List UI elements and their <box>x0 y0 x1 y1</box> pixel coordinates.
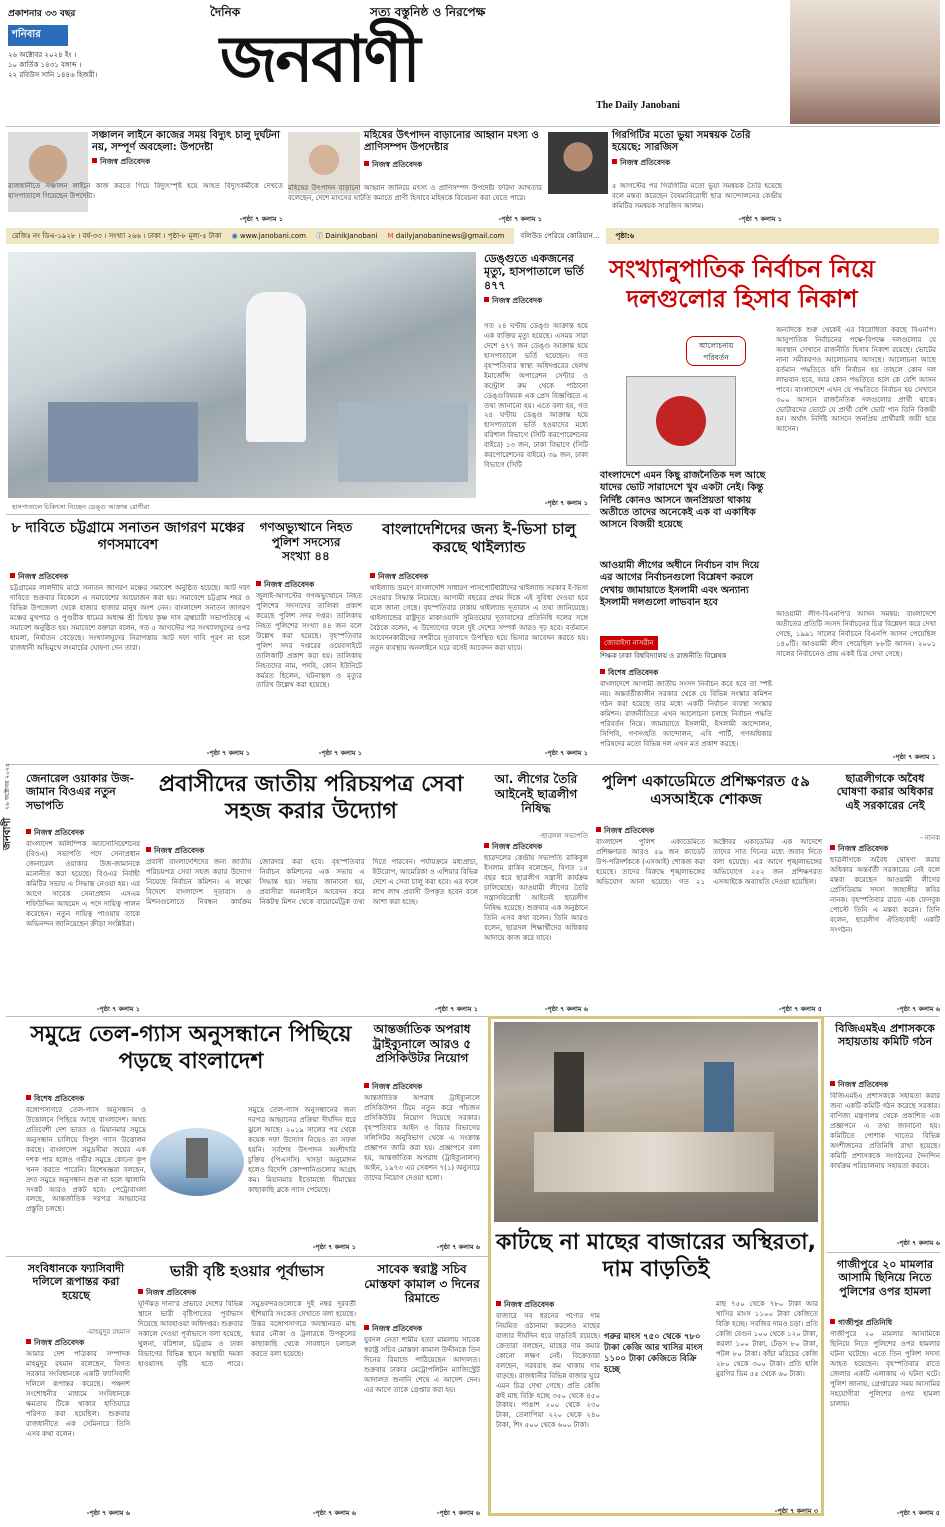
headline[interactable]: পুলিশ একাডেমিতে প্রশিক্ষণরত ৫৯ এসআইকে শোকজ <box>602 772 810 809</box>
headline[interactable]: সাবেক স্বরাষ্ট্র সচিব মোস্তফা কামাল ৩ দিনের রিমান্ডে <box>364 1262 480 1306</box>
email-link[interactable]: M dailyjanobaninews@gmail.com <box>387 228 504 244</box>
headline[interactable]: ৮ দাবিতে চট্টগ্রামে সনাতন জাগরণ মঞ্চের গণসমাবেশ <box>11 520 245 554</box>
web-link[interactable]: ◉ www.janobani.com <box>232 228 306 244</box>
headline[interactable]: আন্তর্জাতিক অপরাধ ট্রাইব্যুনালে আরও ৫ প্রসিকিউটর নিয়োগ <box>372 1022 472 1066</box>
facebook-icon: ⓕ <box>316 232 323 240</box>
headline[interactable]: ছাত্রলীগকে অবৈধ ঘোষণা করার অধিকার এই সরকারের নেই <box>836 772 934 812</box>
weekday-badge: শনিবার <box>8 25 68 46</box>
pull-quote: আওয়ামী লীগের অধীনে নির্বাচন বাদ দিয়ে এর আগের নির্বাচনগুলো বিশ্লেষণ করলে দেখায় জামায়াতে ইসলামী এবং অন্যান্য ইসলামী দলগুলো লাভবান হবে <box>600 560 760 609</box>
story-body: বাংলাদেশ অলিম্পিক অ্যাসোসিয়েশনের (বিওএ) সভাপতি পদে সেনাপ্রধান জেনারেল ওয়াকার উজ-জামানকে মনোনীত করা হয়েছে। বিওএর নির্বাহী কমিটির সভায় এ সিদ্ধান্ত নেওয়া হয়। এর আগে সাবেক সেনাপ্রধান এসএম শফিউদ্দিন আহমেদ এ পদে দায়িত্ব পালন করেছেন। নতুন দায়িত্ব পাওয়ায় তাকে অভিনন্দন জানিয়েছেন ক্রীড়া সংশ্লিষ্টরা। <box>26 840 140 928</box>
continue-ref[interactable]: -পৃষ্ঠা ৭ কলাম ৫ <box>896 1509 940 1517</box>
continue-ref[interactable]: -পৃষ্ঠা ৭ কলাম ১ <box>738 215 782 223</box>
newspaper-logo <box>220 20 690 100</box>
continue-ref[interactable]: -পৃষ্ঠা ৭ কলাম ১ <box>498 215 542 223</box>
vendor-figure <box>704 1062 734 1132</box>
story-body: আন্তর্জাতিক অপরাধ ট্রাইব্যুনালে প্রসিকিউশন টিমে নতুন করে পাঁচজন প্রসিকিউটর নিয়োগ দিয়েছে সরকার। বৃহস্পতিবার আইন ও বিচার বিভাগের সলিসিটর অনুবিভাগ থেকে এ সংক্রান্ত প্রজ্ঞাপন জারি করা হয়। প্রজ্ঞাপনে বলা হয়, আন্তর্জাতিক অপরাধ (ট্রাইব্যুনালস) আইন, ১৯৭৩ এর সেকশন ৭(১) অনুসারে তাদের নিয়োগ দেওয়া হলো। <box>364 1094 480 1182</box>
story-body: ৫ আগস্টের পর গিরগিটির মতো ভুয়া সমন্বয়ক তৈরি হয়েছে বলে মন্তব্য করেছেন বৈষম্যবিরোধী ছাত্র আন্দোলনের কেন্দ্রীয় কমিটির সমন্বয়ক সারজিস আলম। <box>612 182 782 210</box>
story-body: ঘূর্ণিঝড় দানা'র প্রভাবে দেশের বিভিন্ন স্থানে ভারী বৃষ্টিপাতের পূর্বাভাস দিয়েছে আবহাওয়া অধিদপ্তর। শুক্রবার সকালে দেওয়া পূর্বাভাসে বলা হয়েছে, খুলনা, বরিশাল, চট্টগ্রাম ও ঢাকা বিভাগের বিভিন্ন স্থানে অস্থায়ী দমকা হাওয়াসহ বৃষ্টি হতে পারে। সমুদ্রবন্দরগুলোকে দুই নম্বর দূরবর্তী হুঁশিয়ারি সংকেত দেখাতে বলা হয়েছে। উত্তর বঙ্গোপসাগরে অবস্থানরত মাছ ধরার নৌকা ও ট্রলারকে উপকূলের কাছাকাছি থেকে সাবধানে চলাচল করতে বলা হয়েছে। <box>138 1300 356 1368</box>
headline-attribution: - নানক <box>919 834 940 842</box>
continue-ref[interactable]: -পৃষ্ঠা ৭ কলাম ১ <box>544 499 588 507</box>
headline[interactable]: সংবিধানকে ফ্যাসিবাদী দলিলে রূপান্তর করা হয়েছে <box>27 1262 125 1302</box>
continue-ref[interactable]: -পৃষ্ঠা ৭ কলাম ৫ <box>778 1005 822 1013</box>
headline[interactable]: বিজিএমইএ প্রশাসককে সহায়তায় কমিটি গঠন <box>835 1022 935 1049</box>
ad-model-photo <box>790 0 940 124</box>
doctor-figure <box>246 292 306 442</box>
story-body: বঙ্গোপসাগরে তেল-গ্যাস অনুসন্ধান ও উত্তোলনে পিছিয়ে আছে বাংলাদেশ। অথচ প্রতিবেশী দেশ ভারত ও মিয়ানমার সমুদ্রে অনুসন্ধান চালিয়ে বিপুল গ্যাস উত্তোলন করছে। বাংলাদেশ সমুদ্রসীমা জয়ের এক দশক পার হলেও গভীর সমুদ্রে কোনো কূপ খনন করতে পারেনি। বিশেষজ্ঞরা বলছেন, দ্রুত সমুদ্রে অনুসন্ধান শুরু না হলে জ্বালানি সংকট আরও প্রকট হবে। পেট্রোবাংলা বলছে, আন্তর্জাতিক দরপত্র আহ্বানের প্রস্তুতি চলছে। <box>26 1106 146 1214</box>
top-story-1 <box>92 130 282 169</box>
story-body: রাজধানীতে সঞ্চালন লাইনে কাজ করতে গিয়ে বিদ্যুৎস্পৃষ্ট হয়ে আহত বিদ্যুৎকর্মীকে দেখতে হাসপাতালে গিয়েছেন উপদেষ্টা। <box>8 182 283 200</box>
continue-ref[interactable]: -পৃষ্ঠা ৭ কলাম ৬ <box>312 1509 356 1517</box>
story-body: ছাত্রদলের কেন্দ্রীয় সভাপতি রাকিবুল ইসলাম রাকিব বলেছেন, বিগত ১৫ বছর ধরে ছাত্রলীগ সন্ত্রাসী কার্যক্রম চালিয়েছে। আওয়ামী লীগের তৈরি সন্ত্রাসবিরোধী আইনেই ছাত্রলীগ নিষিদ্ধ হয়েছে। শুক্রবার এক অনুষ্ঠানে তিনি এসব কথা বলেন। তিনি আরও বলেন, ছাত্রদল শিক্ষার্থীদের অধিকার আদায়ে কাজ করে যাবে। <box>484 854 588 942</box>
story-body: গত ২৪ ঘণ্টায় ডেঙ্গু আক্রান্ত হয়ে এক ব্যক্তির মৃত্যু হয়েছে। এসময় সারা দেশে ৪৭৭ জন ডেঙ্গু আক্রান্ত হয়ে হাসপাতালে ভর্তি হয়েছেন। গত বৃহস্পতিবার স্বাস্থ্য অধিদপ্তরের হেলথ ইমার্জেন্সি অপারেশন সেন্টার ও কন্ট্রোল রুম থেকে পাঠানো ডেঙ্গুবিষয়ক এক প্রেস বিজ্ঞপ্তিতে এ তথ্য জানানো হয়। এতে বলা হয়, গত ২৪ ঘণ্টায় ডেঙ্গু আক্রান্ত হয়ে হাসপাতালে ভর্তি হওয়াদের মধ্যে বরিশাল বিভাগে (সিটি করপোরেশনের বাইরে) ১৩ জন, ঢাকা বিভাগে (সিটি করপোরেশনের বাইরে) ৩৯ জন, ঢাকা বিভাগে (সিটি <box>484 322 588 470</box>
logo-english: The Daily Janobani <box>596 100 680 111</box>
story-body: আওয়ামী লীগ-বিএনপি'র আসন সমন্বয়: বাংলাদেশে অতীতের প্রতিটি সংসদ নির্বাচনের চিত্র বিশ্লেষণ করে দেখা গেছে, ১৯৯১ সালের নির্বাচনে বিএনপি আসন পেয়েছিল ১৪০টি। আওয়ামী লীগ পেয়েছিল ৮৮টি আসন। ২০০১ সালের নির্বাচনেও প্রায় একই চিত্র দেখা গেছে। <box>776 610 936 658</box>
continue-ref[interactable]: -পৃষ্ঠা ৭ কলাম ৩ <box>774 1507 818 1515</box>
story-body: যুবদল নেতা শামীম হত্যা মামলায় সাবেক স্বরাষ্ট্র সচিব মোস্তফা কামাল উদ্দীনকে তিন দিনের রিমান্ডে পাঠিয়েছেন আদালত। শুক্রবার ঢাকার মেট্রোপলিটন ম্যাজিস্ট্রেট আদালত শুনানি শেষে এ আদেশ দেন। এর আগে তাকে গ্রেপ্তার করা হয়। <box>364 1336 480 1394</box>
headline-attribution: -মাহমুদুর রহমান <box>86 1328 130 1336</box>
story-body: মাছ ৭৫০ থেকে ৭৮০ টাকা আর খাসির মাংস ১১০০ টাকা কেজিতে বিক্রি হচ্ছে। সবজির দামও চড়া। প্রতি কেজি বেগুন ১০০ থেকে ১২০ টাকা, করলা ১০০ টাকা, ঢেঁড়স ৮০ টাকা, পটল ৮০ টাকা। কাঁচা মরিচের কেজি ২৮০ থেকে ৩০০ টাকা। প্রতি হালি মুরগির ডিম ৫৫ থেকে ৬০ টাকা। <box>716 1300 818 1378</box>
pull-quote: বাংলাদেশে এমন কিছু রাজনৈতিক দল আছে যাদের ভোট সারাদেশে খুব একটা নেই। কিন্তু নির্দিষ্ট কোনও আসনে জনপ্রিয়তা থাকায় অতীতে তাদের অনেকেই এক বা একাধিক আসনে বিজয়ী হয়েছে <box>600 470 766 531</box>
headline[interactable]: জেনারেল ওয়াকার উজ-জামান বিওএর নতুন সভাপতি <box>26 772 135 812</box>
story-body: আমার দেশ পত্রিকার সম্পাদক মাহমুদুর রহমান বলেছেন, বিগত সরকার সংবিধানকে একটি ফ্যাসিবাদী দলিলে রূপান্তর করেছে। পঞ্চদশ সংশোধনীর মাধ্যমে সংবিধানকে ক্ষমতায় টিকে থাকার হাতিয়ারে পরিণত করা হয়েছিল। শুক্রবার রাজধানীতে এক সেমিনারে তিনি এসব কথা বলেন। <box>26 1350 130 1438</box>
hospital-photo <box>8 252 476 498</box>
continue-ref[interactable]: -পৃষ্ঠা ৭ কলাম ১ <box>206 749 250 757</box>
story-body: গাজীপুরে ২০ মামলার আসামিকে ছিনিয়ে নিতে পুলিশের ওপর হামলার ঘটনা ঘটেছে। এতে তিন পুলিশ সদস্য আহত হয়েছেন। বৃহস্পতিবার রাতে জেলার একটি এলাকায় এ ঘটনা ঘটে। পুলিশ জানায়, গ্রেপ্তারের সময় আসামির সহযোগীরা পুলিশের ওপর হামলা চালায়। <box>830 1330 940 1408</box>
headline[interactable]: গণঅভ্যুত্থানে নিহত পুলিশ সদস্যের সংখ্যা ৪৪ <box>259 520 353 564</box>
continue-ref[interactable]: -পৃষ্ঠা ৭ কলাম ১ <box>312 1243 356 1251</box>
facebook-link[interactable]: ⓕ DainikJanobani <box>316 228 377 244</box>
globe-icon: ◉ <box>231 232 238 240</box>
story-body: মহিষের উৎপাদন বাড়ানো আহ্বান জানিয়ে মৎস্য ও প্রাণিসম্পদ উপদেষ্টা ফরিদা আখতার বলেছেন, দেশে মাংসের ঘাটতি কমাতে প্রাণী হিসাবে মহিষকে বিবেচনা করা যেতে পারে। <box>288 184 542 202</box>
headline-attribution: -ছাত্রদল সভাপতি <box>539 832 588 840</box>
continue-ref[interactable]: -পৃষ্ঠা ৭ কলাম ৬ <box>896 1005 940 1013</box>
headline[interactable]: গাজীপুরে ২০ মামলার আসামি ছিনিয়ে নিতে পুলিশের ওপর হামলা <box>836 1258 934 1298</box>
page-number: পৃষ্ঠা:৬ <box>615 232 635 240</box>
masthead-left <box>8 6 158 80</box>
headline[interactable]: মহিষের উৎপাদন বাড়ানোর আহ্বান মৎস্য ও প্রাণিসম্পদ উপদেষ্টার <box>364 130 539 154</box>
dengue-story: ডেঙ্গুতে একজনের মৃত্যু, হাসপাতালে ভর্তি ৪৭৭ নিজস্ব প্রতিবেদক <box>484 252 588 308</box>
pull-quote: গরুর মাংস ৭৫০ থেকে ৭৮০ টাকা কেজি আর খাসির মাংস ১১০০ টাকা কেজিতে বিক্রি হচ্ছে <box>604 1332 703 1376</box>
mail-icon: M <box>387 232 394 240</box>
date-hijri: ২২ রবিউস সানি ১৪৪৬ হিজরী। <box>8 71 98 80</box>
headline[interactable]: প্রবাসীদের জাতীয় পরিচয়পত্র সেবা সহজ করার উদ্যোগ <box>158 772 464 824</box>
continue-ref[interactable]: -পৃষ্ঠা ৭ কলাম ১ <box>892 753 936 761</box>
dainik-label: দৈনিক <box>210 5 241 19</box>
continue-ref[interactable]: -পৃষ্ঠা ৭ কলাম ৬ <box>86 1509 130 1517</box>
continue-ref[interactable]: -পৃষ্ঠা ৭ কলাম ৬ <box>436 1243 480 1251</box>
top-story-2 <box>364 130 544 172</box>
rig-figure <box>186 1138 208 1178</box>
continue-ref[interactable]: -পৃষ্ঠা ৭ কলাম ১ <box>96 1005 140 1013</box>
logo-text: জনবাণী <box>220 23 419 97</box>
story-body: চট্টগ্রামের লালদীঘি মাঠে সনাতন জাগরণ মঞ্চের সমাবেশ অনুষ্ঠিত হয়েছে। আট দফা দাবিতে শুক্রবার বিকেলে এ সমাবেশের আয়োজন করা হয়। সমাবেশে চট্টগ্রাম শহর ও বিভিন্ন উপজেলা থেকে হাজার হাজার মানুষ অংশ নেন। বাংলাদেশ সনাতন জাগরণ মঞ্চের মুখপাত্র ও পুণ্ডরীক ধামের অধ্যক্ষ শ্রী চিন্ময় কৃষ্ণ দাস ব্রহ্মচারী সভাপতিত্বে এ সমাবেশ অনুষ্ঠিত হয়। সমাবেশে বক্তারা বলেন, গত ৫ আগস্টের পর সংখ্যালঘুদের ওপর হামলা, নির্যাতন বেড়েছে। সংখ্যালঘুদের নিরাপত্তায় আট দফা দাবি পূরণ না হলে রাজধানী অভিমুখে লংমার্চের ঘোষণা দেন তারা। <box>10 584 250 652</box>
bed-figure <box>48 402 198 482</box>
story-body: বিজিএমইএ প্রশাসককে সহায়তা করার জন্য একটি কমিটি গঠন করেছে সরকার। বাণিজ্য মন্ত্রণালয় থেকে প্রকাশিত এক প্রজ্ঞাপনে এ তথ্য জানানো হয়। কমিটিতে পোশাক খাতের বিভিন্ন অংশীজনের প্রতিনিধি রাখা হয়েছে। কমিটি প্রশাসককে সংগঠনের দৈনন্দিন কার্যক্রম পরিচালনায় সহায়তা করবে। <box>830 1092 940 1170</box>
ec-seal-icon <box>656 396 706 446</box>
story-body: প্রবাসী বাংলাদেশিদের জন্য জাতীয় পরিচয়পত্র সেবা সহজ করার উদ্যোগ নিয়েছে নির্বাচন কমিশন। এ লক্ষ্যে বিদেশে বাংলাদেশ দূতাবাস ও মিশনগুলোতে নিবন্ধন কার্যক্রম জোরদার করা হবে। বৃহস্পতিবার নির্বাচন কমিশনের এক সভায় এ সিদ্ধান্ত হয়। সভায় জানানো হয়, প্রবাসীরা অনলাইনে আবেদন করে নিকটস্থ মিশন থেকে বায়োমেট্রিক তথ্য দিতে পারবেন। পর্যায়ক্রমে মধ্যপ্রাচ্য, ইউরোপ, আমেরিকা ও এশিয়ার বিভিন্ন দেশে এ সেবা চালু করা হবে। এর ফলে লাখ লাখ প্রবাসী উপকৃত হবেন বলে আশা করা হচ্ছে। <box>146 858 478 906</box>
quote-source <box>600 636 772 662</box>
tagline: সত্য বস্তুনিষ্ঠ ও নিরপেক্ষ <box>370 5 486 19</box>
quote-name: জোবাইদা নাসরীন <box>600 636 658 650</box>
date-block <box>8 50 158 80</box>
sarjis-photo <box>548 132 608 194</box>
continue-ref[interactable]: -পৃষ্ঠা ৭ কলাম ১ <box>318 749 362 757</box>
section-tag: আলোচনায় পরিবর্তন <box>686 336 746 366</box>
anniversary-label: প্রকাশনার ৩৩ বছর <box>8 9 76 19</box>
fish-display <box>534 1132 774 1192</box>
headline[interactable]: গিরগিটির মতো ভুয়া সমন্বয়ক তৈরি হয়েছে: সারজিস <box>612 130 751 154</box>
headline[interactable]: কাটছে না মাছের বাজারের অস্থিরতা, দাম বাড়তিই <box>496 1230 816 1282</box>
side-logo <box>0 790 14 850</box>
fish-market-photo <box>494 1022 818 1222</box>
info-bar <box>6 228 939 244</box>
story-body: বাজারে সব ধরনের পণ্যের দাম নিয়মিত ওঠানামা করলেও মাছের বাজার দীর্ঘদিন ধরে বাড়তিই রয়েছে। ক্রেতারা বলছেন, মাছের দাম কমার কোনো লক্ষণ নেই। বিক্রেতারা বলছেন, সরবরাহ কম থাকায় দাম বাড়ছে। রাজধানীর বিভিন্ন বাজার ঘুরে এমন চিত্র দেখা গেছে। প্রতি কেজি রুই মাছ বিক্রি হচ্ছে ৩৫০ থেকে ৪৫০ টাকায়। পাঙাশ ২০০ থেকে ২৩০ টাকা, তেলাপিয়া ২২০ থেকে ২৪০ টাকা, শিং ৫০০ থেকে ৬০০ টাকা। <box>496 1312 600 1430</box>
continue-ref[interactable]: -পৃষ্ঠা ৭ কলাম ১ <box>544 749 588 757</box>
headline[interactable]: বাংলাদেশিদের জন্য ই-ভিসা চালু করছে থাইল্যান্ড <box>382 520 576 557</box>
story-body: থাইল্যান্ড ভ্রমণে বাংলাদেশি সাধারণ পাসপোর্টধারীদের থাইল্যান্ড সরকার ই-ভিসা দেওয়ার সিদ্ধান্ত নিয়েছে। আগামী বছরের প্রথম দিকে এই সুবিধা দেওয়া হবে বলে জানা গেছে। বৃহস্পতিবার ঢাকায় থাইল্যান্ড দূতাবাস এ তথ্য জানিয়েছে। থাইল্যান্ডের রাষ্ট্রদূত মাকাওয়াদি সুমিতমোর দূতাবাসের প্রতিনিধি দলের সঙ্গে বৈঠকে বলেন, এ উদ্যোগের ফলে দুই দেশের সম্পর্ক আরও দৃঢ় হবে। বর্তমানে আবেদনকারীদের সশরীরে দূতাবাসে উপস্থিত হয়ে ভিসার আবেদন করতে হয়। নতুন ব্যবস্থায় অনলাইনে ঘরে বসেই আবেদন করা যাবে। <box>370 584 588 652</box>
headline[interactable]: সমুদ্রে তেল-গ্যাস অনুসন্ধানে পিছিয়ে পড়ছে বাংলাদেশ <box>30 1022 352 1074</box>
story-body: বাংলাদেশ পুলিশ একাডেমিতে প্রশিক্ষণরত আরও ৫৯ জন ক্যাডেট উপ-পরিদর্শককে (এসআই) শোকজ করা হয়েছে। তাদের বিরুদ্ধে শৃঙ্খলাভঙ্গের অভিযোগ আনা হয়েছে। গত ২১ অক্টোবর একাডেমির এক আদেশে তাদের সাত দিনের মধ্যে জবাব দিতে বলা হয়েছে। এর আগে শৃঙ্খলাভঙ্গের অভিযোগে ২৫২ জন প্রশিক্ষণরত এসআইকে অব্যাহতি দেওয়া হয়েছিল। <box>596 838 822 886</box>
continue-ref[interactable]: -পৃষ্ঠা ৭ কলাম ১ <box>434 1005 478 1013</box>
ballot-box-graphic <box>596 336 768 476</box>
continue-ref[interactable]: -পৃষ্ঠা ৭ কলাম ১ <box>239 215 283 223</box>
bed-figure <box>338 402 468 482</box>
continue-ref[interactable]: -পৃষ্ঠা ৭ কলাম ৬ <box>896 1239 940 1247</box>
continue-ref[interactable]: -পৃষ্ঠা ৭ কলাম ৬ <box>544 1005 588 1013</box>
ticker[interactable]: বলিউড পেরিয়ে কোরিয়ান... <box>514 228 605 244</box>
headline[interactable]: সংখ্যানুপাতিক নির্বাচন নিয়ে দলগুলোর হিসাব নিকাশ <box>609 255 875 313</box>
side-logo-text: জনবাণী <box>2 817 13 850</box>
headline[interactable]: আ. লীগের তৈরি আইনেই ছাত্রলীগ নিষিদ্ধ <box>494 772 578 816</box>
byline: নিজস্ব প্রতিবেদক <box>620 158 671 168</box>
registration-info: রেজিঃ নং ডিএ-১৯২৮ । বর্ষ-৩৩ । সংখ্যা ২৬৬ । ঢাকা । পৃষ্ঠা-৮ মূল্য-৫ টাকা <box>12 232 222 240</box>
headline[interactable]: ভারী বৃষ্টি হওয়ার পূর্বাভাস <box>169 1262 325 1280</box>
story-body: সমুদ্রে তেল-গ্যাস অনুসন্ধানের জন্য দরপত্র আহ্বানের প্রক্রিয়া দীর্ঘদিন ধরে ঝুলে আছে। ২০১৯ সালের পর থেকে কয়েক দফা উদ্যোগ নিয়েও তা সফল হয়নি। সর্বশেষ উৎপাদন অংশীদারি চুক্তির (পিএসসি) খসড়া অনুমোদন হলেও বিদেশি কোম্পানিগুলোর আগ্রহ কম। মিয়ানমার ইতোমধ্যে সীমান্তের কাছাকাছি ব্লকে গ্যাস পেয়েছে। <box>248 1106 356 1194</box>
byline: নিজস্ব প্রতিবেদক <box>100 157 151 167</box>
byline: নিজস্ব প্রতিবেদক <box>372 160 423 170</box>
story-body: জুলাই-আগস্টের গণঅভ্যুত্থানে নিহত পুলিশের সদস্যদের তালিকা প্রকাশ করেছে পুলিশ সদর দপ্তর। তালিকায় নিহত পুলিশের সংখ্যা ৪৪ জন বলে উল্লেখ করা হয়েছে। বৃহস্পতিবার পুলিশ সদর দপ্তরের ওয়েবসাইটে তালিকাটি প্রকাশ করা হয়। তালিকায় নিহতদের নাম, পদবি, কোন ইউনিটে কর্মরত ছিলেন, ঘটনাস্থল ও মৃত্যুর তারিখ উল্লেখ করা হয়েছে। <box>256 592 362 690</box>
headline[interactable]: ডেঙ্গুতে একজনের মৃত্যু, হাসপাতালে ভর্তি ৪৭৭ <box>484 252 584 292</box>
story-body: বাংলাদেশে আগামী জাতীয় সংসদ নির্বাচন কবে হবে তা স্পষ্ট নয়। অন্তর্বর্তীকালীন সরকার থেকে যে বিভিন্ন সংস্কার কমিশন গঠন করা হয়েছে তার মধ্যে একটি নির্বাচন ব্যবস্থা সংস্কার কমিশন। রাজনীতিতে এখন আলোচনা চলছে নির্বাচন পদ্ধতি পরিবর্তন নিয়ে। জামায়াতে ইসলামী, ইসলামী আন্দোলন, সিপিবি, গণসংহতি আন্দোলন, এবি পার্টি, গণঅধিকার পরিষদের মতো বিভিন্ন দল এখন মত প্রকাশ করছে। <box>600 680 772 748</box>
headline[interactable]: সঞ্চালন লাইনে কাজের সময় বিদ্যুৎ চালু দুর্ঘটনা নয়, সম্পূর্ণ অবহেলা: উপদেষ্টা <box>92 130 280 154</box>
vendor-figure <box>554 1052 584 1132</box>
top-story-3 <box>612 130 782 170</box>
oil-rig-photo <box>150 1128 244 1196</box>
story-body: ছাত্রলীগকে অবৈধ ঘোষণা করার অধিকার অন্তর্বর্তী সরকারের নেই বলে মন্তব্য করেছেন আওয়ামী লীগের প্রেসিডিয়াম সদস্য জাহাঙ্গীর কবির নানক। বৃহস্পতিবার রাতে এক ফেসবুক পোস্টে তিনি এ মন্তব্য করেন। তিনি বলেন, ছাত্রলীগ ঐতিহ্যবাহী একটি সংগঠন। <box>830 856 940 934</box>
date-bangla: ১০ কার্তিক ১৪৩১ বঙ্গাব্দ । <box>8 61 82 70</box>
quote-role: শিক্ষক ঢাকা বিশ্ববিদ্যালয় ও রাজনীতি বিশ্লেষক <box>600 652 727 660</box>
continue-ref[interactable]: -পৃষ্ঠা ৭ কলাম ৬ <box>436 1509 480 1517</box>
side-date: ২৬ অক্টোবর ২০২৪ <box>4 763 11 810</box>
story-body: অন্যদিকে শুরু থেকেই এর বিরোধিতা করছে বিএনপি। আনুপাতিক নির্বাচনের পক্ষে-বিপক্ষে দলগুলোর যে অবস্থান সেখানে রাজনীতি হিসাব নিকাশ রয়েছে। ভোটের নানা সমীকরণও আলোচনায় আসছে। আলোচনা আছে বর্তমান পদ্ধতিতে যদি নির্বাচন হয় তাহলে কোন দল লাভবান হবে, আর কোন পদ্ধতিতে হলে কে বেশি আসন পাবে। বাংলাদেশে এখন যে পদ্ধতিতে নির্বাচন হয় সেখানে ৩০০ আসনে রাজনৈতিক দলগুলোর প্রার্থী থাকে। ভোটারদের ভোটে যে প্রার্থী বেশি ভোট পান তিনি বিজয়ী হন। অর্থাৎ নির্দিষ্ট আসনে জনপ্রিয় প্রার্থীরাই জয়ী হয়ে আসেন। <box>776 326 936 434</box>
photo-caption: হাসপাতালে চিকিৎসা নিচ্ছেন ডেঙ্গু আক্রান্ত রোগীরা <box>12 503 150 511</box>
date-english: ২৬ অক্টোবর ২০২৪ ইং । <box>8 51 77 59</box>
